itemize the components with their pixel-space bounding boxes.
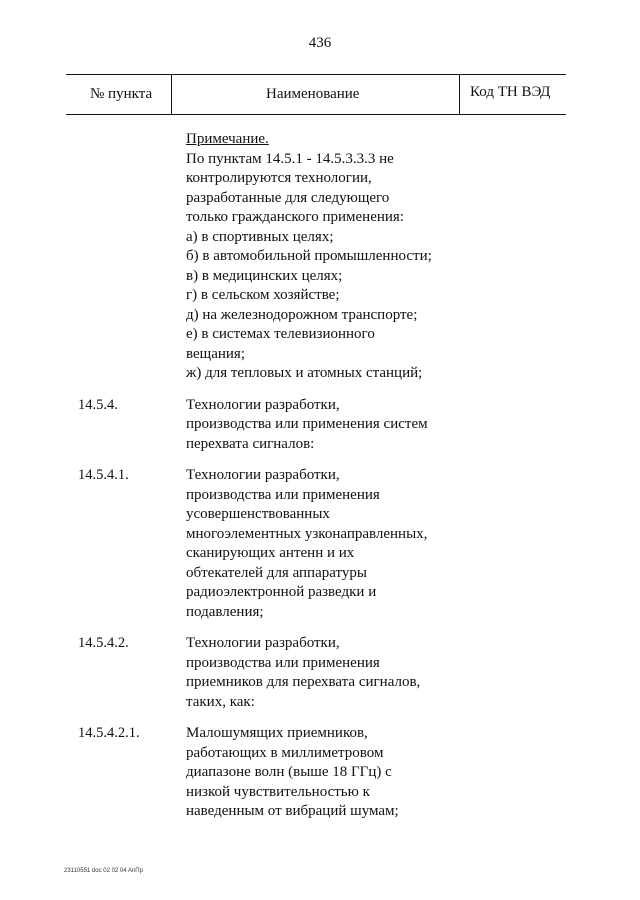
item-line: Малошумящих приемников, bbox=[186, 725, 368, 741]
header-customs-code: Код ТН ВЭД bbox=[470, 84, 551, 100]
item-text bbox=[186, 396, 486, 455]
item-line: Технологии разработки, bbox=[186, 467, 340, 483]
item-line: таких, как: bbox=[186, 693, 255, 710]
header-top-rule bbox=[66, 74, 566, 75]
item-line: обтекателей для аппаратуры bbox=[186, 564, 367, 581]
item-row bbox=[0, 466, 640, 622]
note-line: вещания; bbox=[186, 345, 245, 362]
header-column-divider bbox=[171, 74, 172, 114]
item-line: Технологии разработки, bbox=[186, 635, 340, 651]
header-bottom-rule bbox=[66, 114, 566, 115]
item-line: подавления; bbox=[186, 603, 264, 620]
item-row bbox=[0, 634, 640, 712]
item-row bbox=[0, 724, 640, 822]
note-line: а) в спортивных целях; bbox=[186, 228, 334, 245]
note-line: г) в сельском хозяйстве; bbox=[186, 287, 340, 303]
note-line: ж) для тепловых и атомных станций; bbox=[186, 365, 423, 381]
item-line: низкой чувствительностью к bbox=[186, 783, 370, 800]
item-number: 14.5.4.2. bbox=[78, 635, 129, 651]
item-line: радиоэлектронной разведки и bbox=[186, 584, 377, 600]
note-block bbox=[0, 130, 640, 384]
item-number: 14.5.4. bbox=[78, 396, 118, 413]
item-line: диапазоне волн (выше 18 ГГц) с bbox=[186, 764, 392, 780]
item-row bbox=[0, 396, 640, 455]
note-title: Примечание. bbox=[186, 131, 269, 147]
note-text bbox=[186, 130, 486, 384]
item-line: наведенным от вибраций шумам; bbox=[186, 803, 399, 819]
footer-file-reference: 23110551 doc 02 02 04 AnПр bbox=[64, 868, 143, 874]
page-number: 436 bbox=[308, 35, 332, 51]
item-line: перехвата сигналов: bbox=[186, 435, 315, 452]
note-line: разработанные для следующего bbox=[186, 189, 390, 206]
item-text bbox=[186, 466, 486, 622]
item-number: 14.5.4.2.1. bbox=[78, 725, 140, 741]
item-line: работающих в миллиметровом bbox=[186, 744, 384, 761]
note-line: е) в системах телевизионного bbox=[186, 326, 375, 342]
item-line: многоэлементных узконаправленных, bbox=[186, 525, 428, 542]
item-text bbox=[186, 634, 486, 712]
document-body bbox=[0, 130, 640, 834]
item-line: усовершенствованных bbox=[186, 506, 330, 522]
header-item-number: № пункта bbox=[90, 86, 153, 102]
item-line: производства или применения bbox=[186, 486, 380, 503]
note-line: контролируются технологии, bbox=[186, 170, 372, 186]
item-line: приемников для перехвата сигналов, bbox=[186, 674, 421, 690]
item-line: Технологии разработки, bbox=[186, 396, 340, 413]
note-number-cell bbox=[0, 130, 186, 384]
note-line: б) в автомобильной промышленности; bbox=[186, 248, 432, 264]
header-column-divider bbox=[459, 74, 460, 114]
item-line: сканирующих антенн и их bbox=[186, 545, 355, 561]
note-line: По пунктам 14.5.1 - 14.5.3.3.3 не bbox=[186, 150, 394, 167]
note-line: в) в медицинских целях; bbox=[186, 267, 343, 284]
item-line: производства или применения систем bbox=[186, 416, 428, 432]
note-line: только гражданского применения: bbox=[186, 209, 404, 225]
item-text bbox=[186, 724, 486, 822]
header-name: Наименование bbox=[266, 86, 360, 102]
item-number: 14.5.4.1. bbox=[78, 467, 129, 483]
note-line: д) на железнодорожном транспорте; bbox=[186, 306, 418, 323]
item-line: производства или применения bbox=[186, 654, 380, 671]
